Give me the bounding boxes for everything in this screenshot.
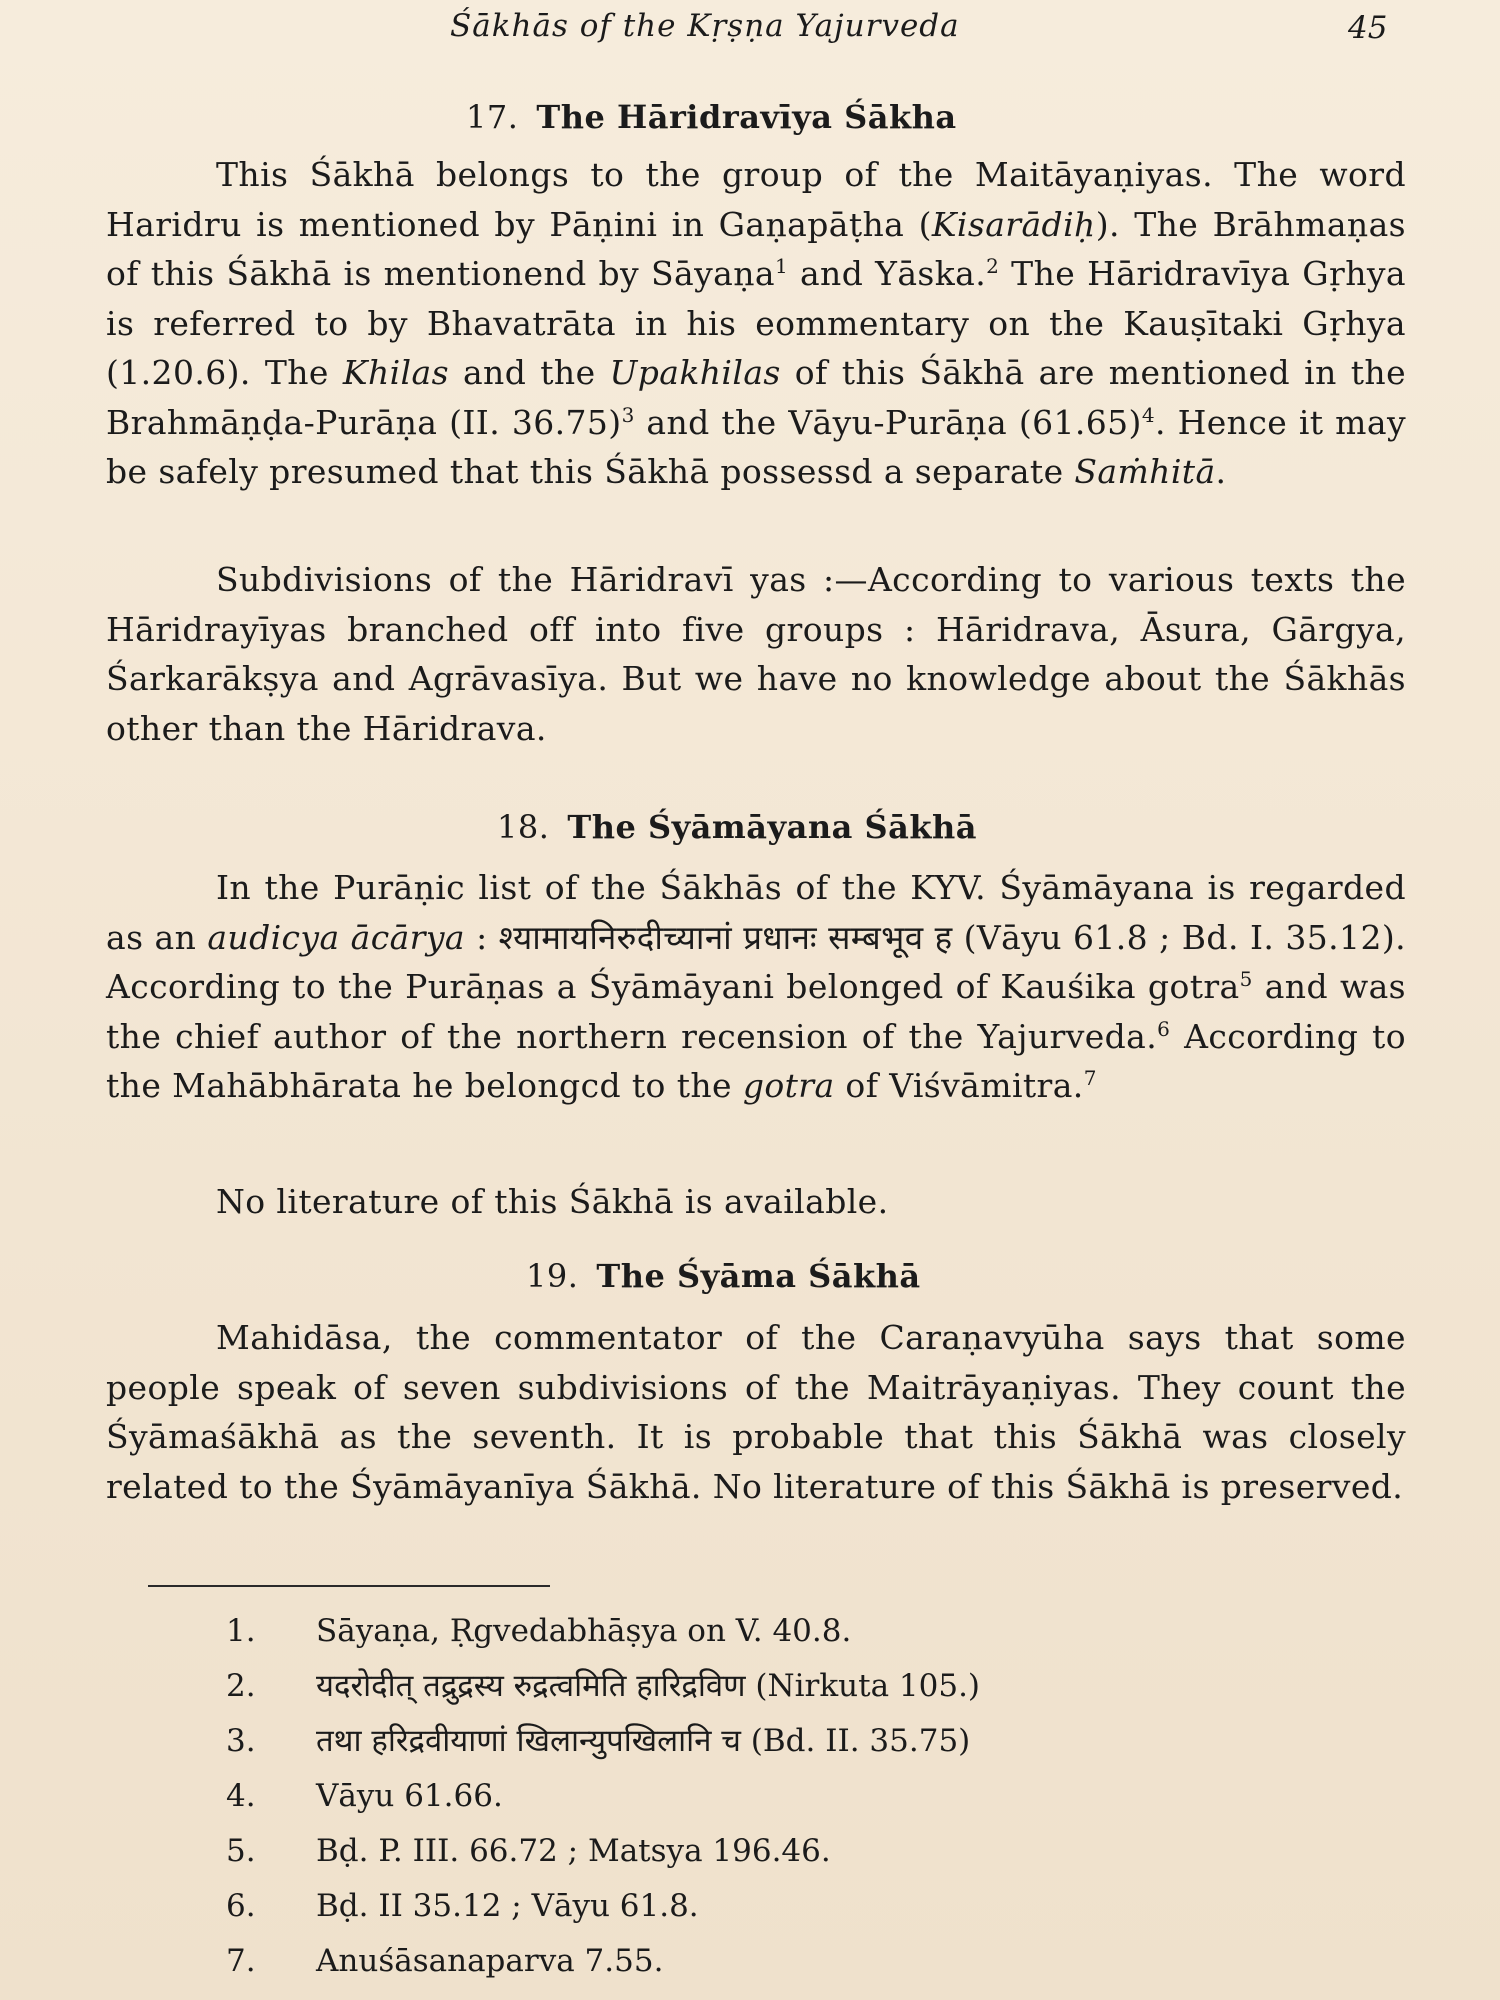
section-18-paragraph-1: In the Purāṇic list of the Śākhās of the KYV. Śyāmāyana is regarded as an audicya ācārya : श्यामायनिरुदीच्यानां प्रधानः सम्बभूव ह (Vāyu 61.8 ; Bd. I. 35.12). According to the Purāṇas a Śyāmāyani belonged of Kauśika gotra$^5$ and was the chief author of the northern recension of the Yajurveda.$^6$ According to the Mahābhārata he belongcd to the gotra of Viśvāmitra.$^7$ <box>106 868 1407 1105</box>
footnote-ref-5: 5 <box>1239 967 1253 991</box>
section-17-title: The Hāridravīya Śākha <box>536 98 957 136</box>
footnote-1: 1. Sāyaṇa, Ṛgvedabhāṣya on V. 40.8. <box>226 1613 852 1649</box>
section-19-title: The Śyāma Śākhā <box>596 1257 921 1295</box>
section-18-paragraph-2: No literature of this Śākhā is available. <box>216 1182 889 1221</box>
section-18-body <box>106 863 1406 1111</box>
section-17-paragraph-2: Subdivisions of the Hāridravī yas :—According to various texts the Hāridrayīyas branched off into five groups : Hāridrava, Āsura, Gārgya, Śarkarākṣya and Agrāvasīya. But we have no knowledge about the Śākhās other than the Hāridrava. <box>106 560 1406 748</box>
section-18-title: The Śyāmāyana Śākhā <box>567 808 977 846</box>
section-19-number: 19. <box>526 1257 579 1295</box>
page-number: 45 <box>1348 10 1388 46</box>
section-17-number: 17. <box>466 98 519 136</box>
section-19-heading <box>526 1257 921 1295</box>
footnotes <box>226 1604 980 1989</box>
footnote-2: 2. यदरोदीत् तद्रुद्रस्य रुद्रत्वमिति हारिद्रविण (Nirkuta 105.) <box>226 1668 981 1704</box>
footnote-7: 7. Anuśāsanaparva 7.55. <box>226 1943 664 1979</box>
section-18-heading <box>497 808 977 846</box>
running-head: Śākhās of the Kṛṣṇa Yajurveda <box>450 8 960 44</box>
section-17-body <box>106 150 1406 497</box>
section-19-paragraph-1: Mahidāsa, the commentator of the Caraṇavyūha says that some people speak of seven subdivisions of the Maitrāyaṇiyas. They count the Śyāmaśākhā as the seventh. It is probable that this Śākhā was closely related to the Śyāmāyanīya Śākhā. No literature of this Śākhā is preserved. <box>106 1318 1406 1506</box>
footnote-ref-3: 3 <box>621 402 635 427</box>
section-19-body <box>106 1313 1406 1511</box>
footnote-ref-4: 4 <box>1141 402 1155 427</box>
footnote-6: 6. Bḍ. II 35.12 ; Vāyu 61.8. <box>226 1888 699 1924</box>
footnote-ref-6: 6 <box>1157 1016 1171 1041</box>
footnote-5: 5. Bḍ. P. III. 66.72 ; Matsya 196.46. <box>226 1833 831 1869</box>
footnote-divider <box>148 1585 550 1587</box>
footnote-4: 4. Vāyu 61.66. <box>226 1778 503 1814</box>
section-17-heading <box>466 98 957 136</box>
footnote-ref-2: 2 <box>986 254 1000 278</box>
footnote-ref-1: 1 <box>774 254 789 278</box>
section-18-paragraph-2-wrap <box>106 1177 1406 1227</box>
footnote-3: 3. तथा हरिद्रवीयाणां खिलान्युपखिलानि च (Bd. II. 35.75) <box>226 1723 971 1759</box>
footnote-ref-7: 7 <box>1083 1066 1097 1090</box>
section-17-paragraph-1: This Śākhā belongs to the group of the Maitāyaṇiyas. The word Haridru is mentioned by Pāṇini in Gaṇapāṭha (Kisarādiḥ). The Brāhmaṇas of this Śākhā is mentionend by Sāyaṇa$^1$ and Yāska.$^2$ The Hāridravīya Gṛhya is referred to by Bhavatrāta in his eommentary on the Kauṣītaki Gṛhya (1.20.6). The Khilas and the Upakhilas of this Śākhā are mentioned in the Brahmāṇḍa-Purāṇa (II. 36.75)$^3$ and the Vāyu-Purāṇa $(61.65)^4$. Hence it may be safely presumed that this Śākhā possessd a separate Saṁhitā. <box>106 155 1407 491</box>
section-17-paragraph-2-wrap <box>106 555 1406 753</box>
section-18-number: 18. <box>497 808 550 846</box>
